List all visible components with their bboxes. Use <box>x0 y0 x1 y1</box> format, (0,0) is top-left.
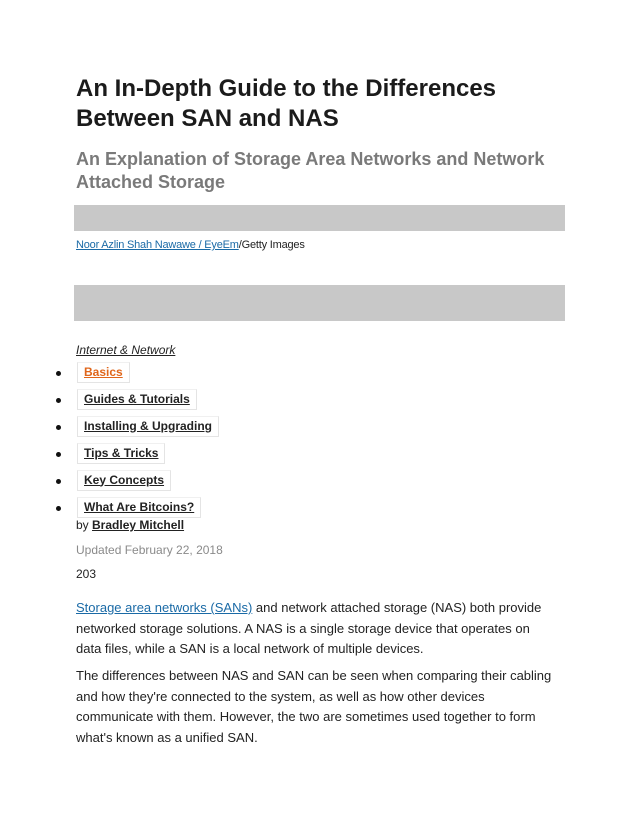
category-link[interactable]: Internet & Network <box>76 343 176 357</box>
byline <box>76 518 184 532</box>
paragraph-1 <box>76 598 556 660</box>
photographer-link[interactable]: Noor Azlin Shah Nawawe / EyeEm <box>76 239 239 251</box>
bullet-icon <box>56 452 61 457</box>
tag-link-key-concepts[interactable]: Key Concepts <box>77 470 171 491</box>
bullet-icon <box>56 479 61 484</box>
san-link[interactable]: Storage area networks (SANs) <box>76 600 253 615</box>
tag-item <box>56 494 219 520</box>
bullet-icon <box>56 371 61 376</box>
tag-link-tips-tricks[interactable]: Tips & Tricks <box>77 443 165 464</box>
author-link[interactable]: Bradley Mitchell <box>92 518 185 532</box>
tag-item <box>56 467 219 493</box>
paragraph-1-text: and network attached storage (NAS) both provide networked storage solutions. A NAS is a single storage device that operates on data files, while a SAN is a local network of multiple devices. <box>76 600 542 656</box>
tag-link-what-are-bitcoins[interactable]: What Are Bitcoins? <box>77 497 201 518</box>
tag-link-basics[interactable]: Basics <box>77 362 130 383</box>
bullet-icon <box>56 506 61 511</box>
ad-placeholder-bar <box>74 285 565 321</box>
agency-text: /Getty Images <box>238 239 305 251</box>
article-subtitle: An Explanation of Storage Area Networks and Network Attached Storage <box>76 149 545 192</box>
tag-item <box>56 413 219 439</box>
tag-list <box>56 359 219 521</box>
image-placeholder-bar <box>74 205 565 231</box>
tag-item <box>56 359 219 385</box>
byline-prefix: by <box>76 518 93 532</box>
bullet-icon <box>56 425 61 430</box>
updated-date: Updated February 22, 2018 <box>76 543 223 557</box>
tag-link-guides-tutorials[interactable]: Guides & Tutorials <box>77 389 197 410</box>
article-title: An In-Depth Guide to the Differences Between SAN and NAS <box>76 75 497 132</box>
tag-item <box>56 440 219 466</box>
tag-item <box>56 386 219 412</box>
paragraph-2: The differences between NAS and SAN can be seen when comparing their cabling and how they're connected to the system, as well as how other devices communicate with them. However, the two are sometimes used together to form what's known as a unified SAN. <box>76 668 552 745</box>
share-count: 203 <box>76 567 97 581</box>
bullet-icon <box>56 398 61 403</box>
tag-link-installing-upgrading[interactable]: Installing & Upgrading <box>77 416 219 437</box>
image-credit <box>76 239 305 251</box>
